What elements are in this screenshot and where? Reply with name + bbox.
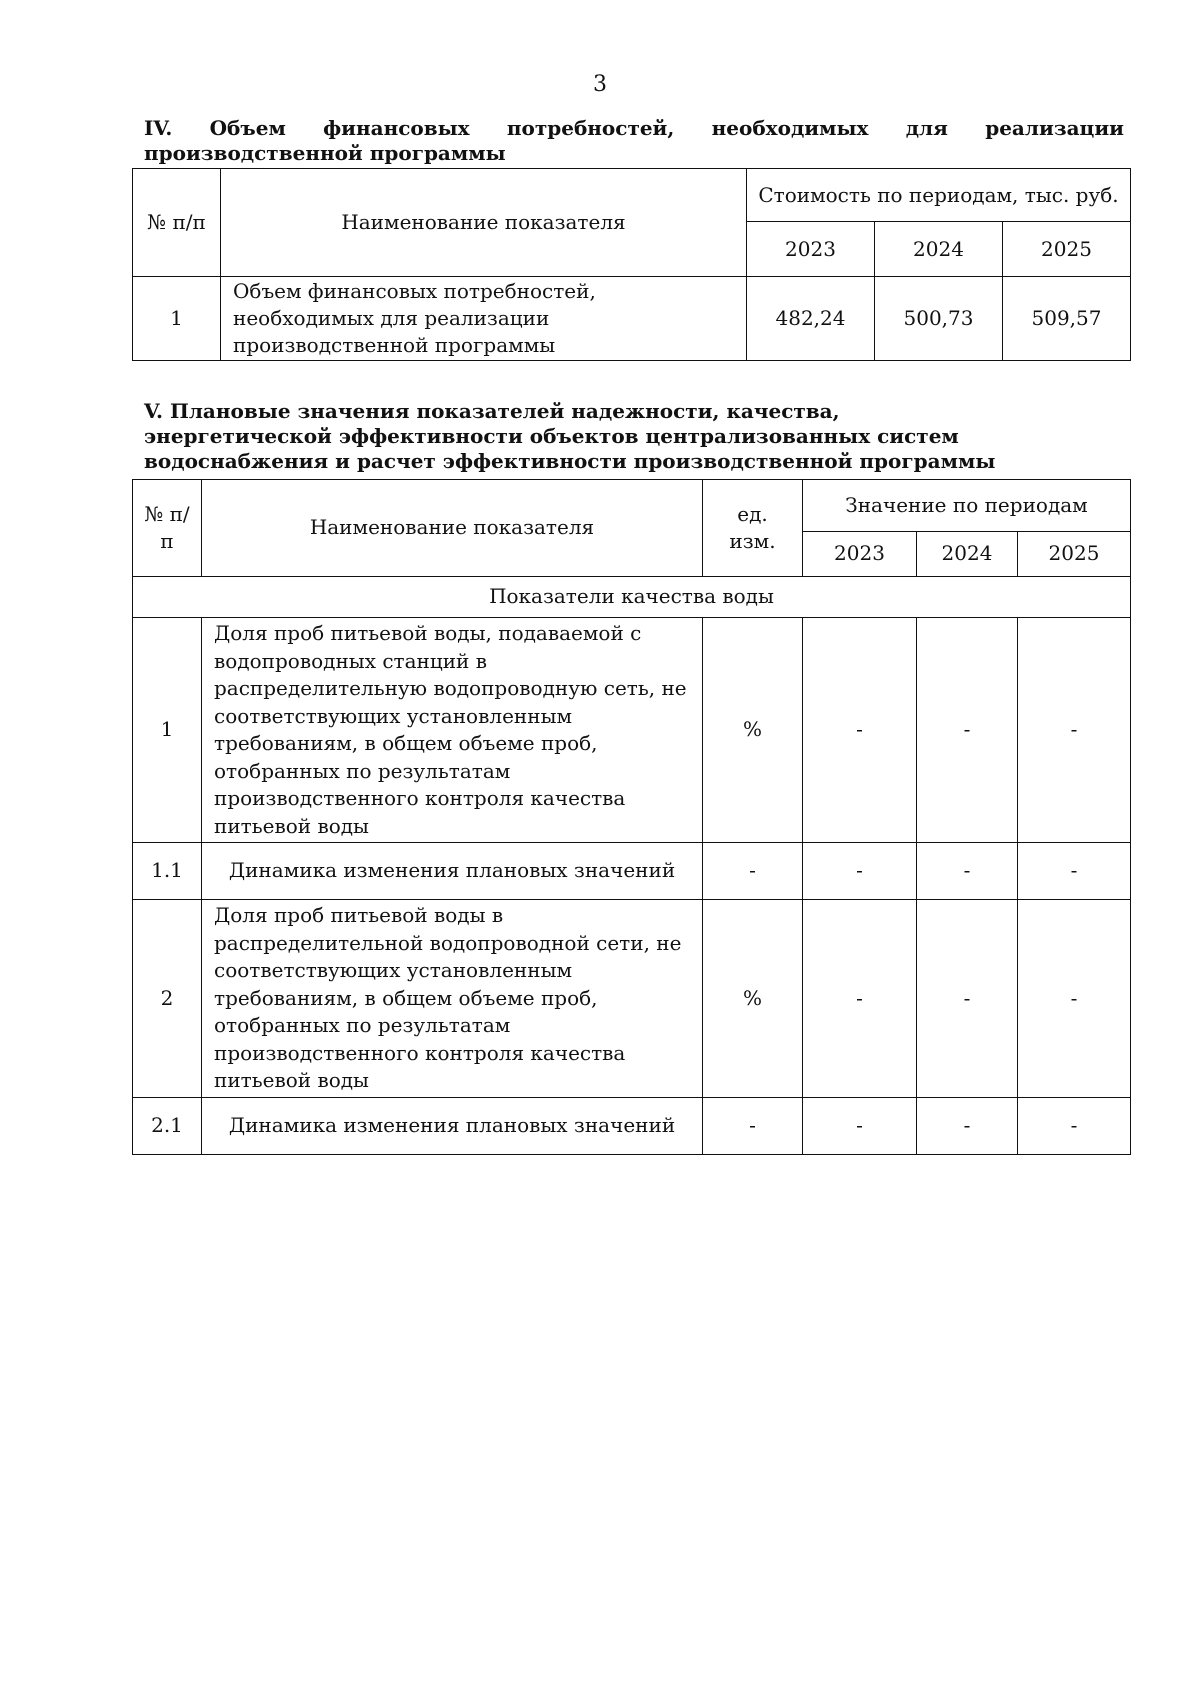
row-value: - [1018, 618, 1131, 843]
column-header-year: 2025 [1018, 532, 1131, 577]
column-header-num: № п/п [133, 480, 202, 577]
row-num: 2 [133, 900, 202, 1098]
column-header-year: 2024 [917, 532, 1018, 577]
row-name: Доля проб питьевой воды, подаваемой с водопроводных станций в распределительную водопроводную сеть, не соответствующих установленным требованиям, в общем объеме проб, отобранных по результатам производственного контроля качества питьевой воды [202, 618, 703, 843]
table-row [133, 277, 1131, 361]
row-num: 2.1 [133, 1098, 202, 1155]
column-header-value-group: Значение по периодам [803, 480, 1131, 532]
row-unit: - [703, 843, 803, 900]
row-unit: % [703, 618, 803, 843]
column-header-num: № п/п [133, 169, 221, 277]
row-name: Доля проб питьевой воды в распределительной водопроводной сети, не соответствующих установленным требованиям, в общем объеме проб, отобранных по результатам производственного контроля качества питьевой воды [202, 900, 703, 1098]
row-num: 1 [133, 277, 221, 361]
quality-indicators-table [132, 479, 1131, 1155]
row-name: Динамика изменения плановых значений [202, 843, 703, 900]
column-header-unit: ед. изм. [703, 480, 803, 577]
table-row [133, 618, 1131, 843]
financial-needs-table [132, 168, 1131, 361]
row-value: - [803, 618, 917, 843]
column-header-year: 2023 [803, 532, 917, 577]
row-unit: % [703, 900, 803, 1098]
column-header-year: 2025 [1003, 222, 1131, 277]
table-header-row [133, 169, 1131, 222]
column-header-year: 2024 [875, 222, 1003, 277]
column-header-cost-group: Стоимость по периодам, тыс. руб. [747, 169, 1131, 222]
row-value: - [917, 1098, 1018, 1155]
table-row [133, 900, 1131, 1098]
row-value: 500,73 [875, 277, 1003, 361]
column-header-year: 2023 [747, 222, 875, 277]
column-header-name: Наименование показателя [202, 480, 703, 577]
row-value: - [1018, 843, 1131, 900]
row-value: - [917, 843, 1018, 900]
row-num: 1 [133, 618, 202, 843]
column-header-name: Наименование показателя [221, 169, 747, 277]
section-4-title: IV. Объем финансовых потребностей, необходимых для реализации производственной программы [144, 116, 1124, 165]
table-header-row [133, 480, 1131, 532]
section-5-title: V. Плановые значения показателей надежности, качества, энергетической эффективности объектов централизованных систем водоснабжения и расчет эффективности производственной программы [144, 399, 996, 473]
group-title: Показатели качества воды [133, 577, 1131, 618]
row-value: - [803, 843, 917, 900]
group-row [133, 577, 1131, 618]
row-name: Динамика изменения плановых значений [202, 1098, 703, 1155]
row-value: - [803, 1098, 917, 1155]
row-name: Объем финансовых потребностей, необходимых для реализации производственной программы [221, 277, 747, 361]
row-value: - [917, 900, 1018, 1098]
row-value: - [1018, 900, 1131, 1098]
page-number: 3 [593, 72, 607, 97]
row-value: - [917, 618, 1018, 843]
table-row [133, 1098, 1131, 1155]
row-value: - [1018, 1098, 1131, 1155]
row-unit: - [703, 1098, 803, 1155]
table-row [133, 843, 1131, 900]
row-value: 509,57 [1003, 277, 1131, 361]
row-value: - [803, 900, 917, 1098]
row-value: 482,24 [747, 277, 875, 361]
row-num: 1.1 [133, 843, 202, 900]
